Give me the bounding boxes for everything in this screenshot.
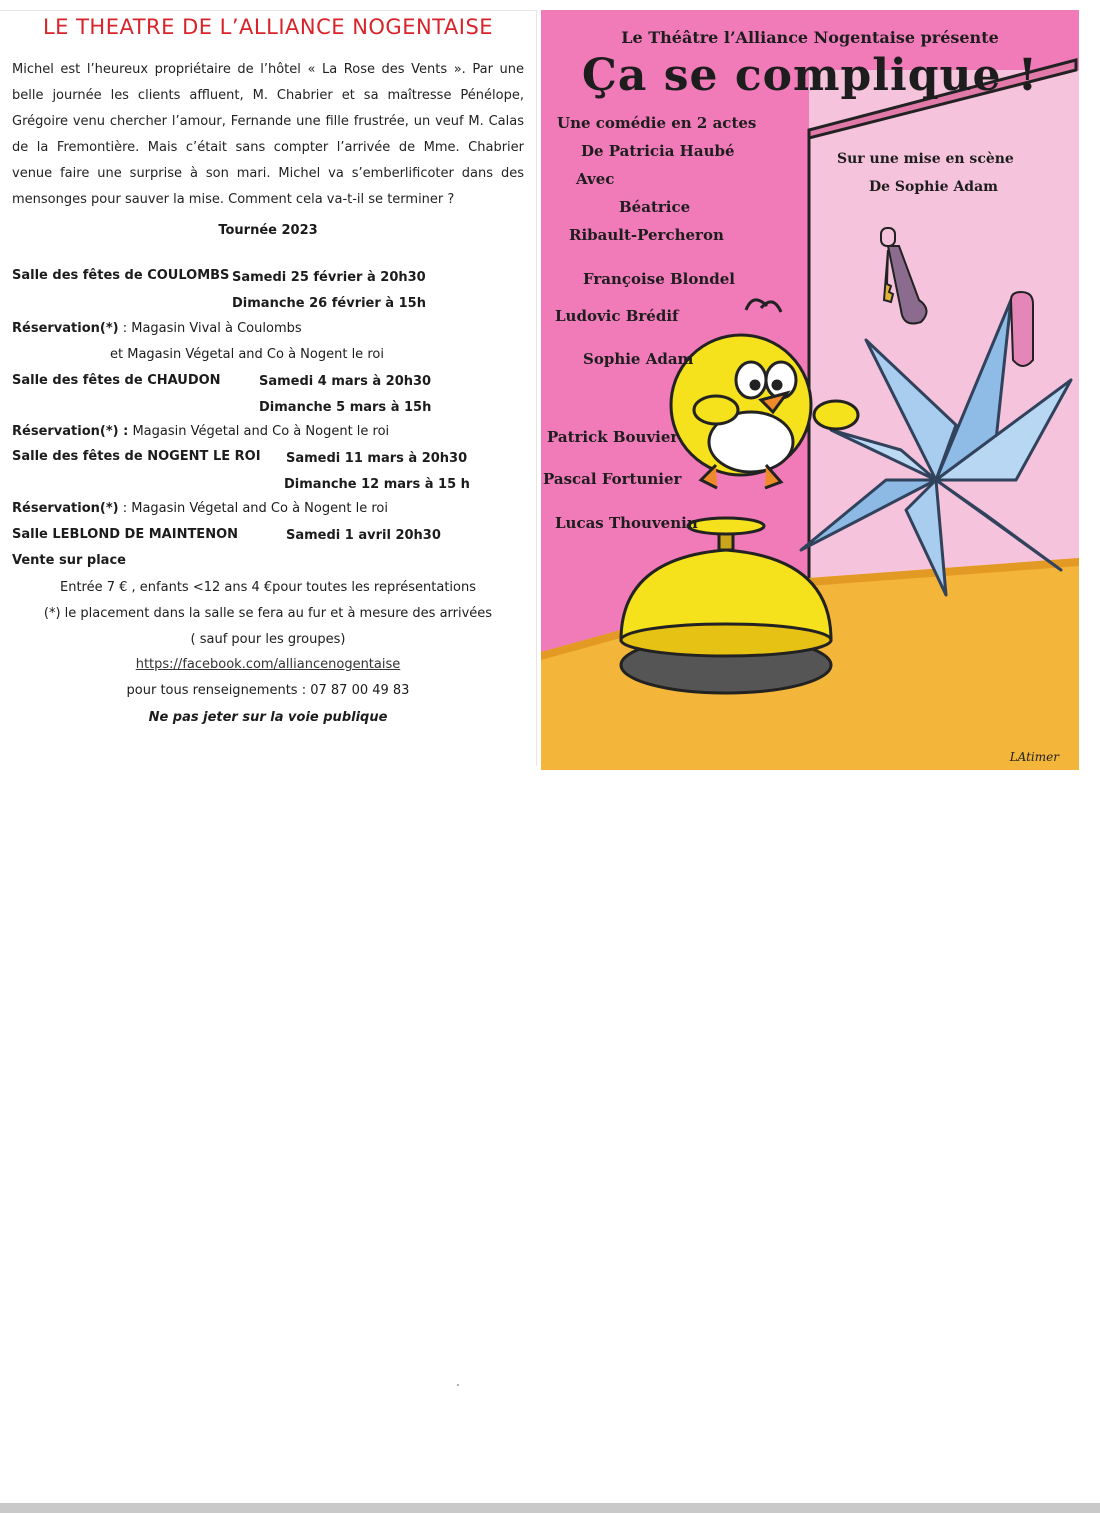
prices-text: Entrée 7 € , enfants <12 ans 4 €pour toutes les représentations [59,580,477,595]
on-site-sales: Vente sur place [12,553,126,568]
date-nogent-2: Dimanche 12 mars à 15 h [284,477,470,492]
synopsis-text: Michel est l’heureux propriétaire de l’hôtel « La Rose des Vents ». Par une belle journée les clients affluent, M. Chabrier et sa maîtresse Pénélope, Grégoire venu chercher l’amour, Fernande une fille frustrée, un veuf M. Calas de la Fremontière. Mais c’était sans compter l’arrivée de Mme. Chabrier venue faire une surprise à son mari. Michel va s’emberlificoter dans des mensonges pour sauver la mise. Comment cela va-t-il se terminer ? [12,62,524,207]
door-hanger-icon [1011,292,1033,366]
cast-member: Pascal Fortunier [543,470,682,488]
reservation-label: Réservation(*) : [12,424,129,439]
poster-staging-1: Sur une mise en scène [837,151,1014,167]
date-chaudon-1: Samedi 4 mars à 20h30 [259,374,432,389]
cast-member: Sophie Adam [583,350,694,368]
date-maintenon: Samedi 1 avril 20h30 [286,528,441,543]
scan-speck [457,1384,459,1386]
artist-signature: LAtimer [1009,750,1059,764]
poster-avec: Avec [576,170,615,188]
poster [541,10,1079,770]
reservation-nogent [12,501,388,516]
facebook-link[interactable]: https://facebook.com/alliancenogentaise [135,657,401,672]
date-coulombs-2: Dimanche 26 février à 15h [232,296,426,311]
page-title: LE THEATRE DE L’ALLIANCE NOGENTAISE [42,15,494,39]
reservation-coulombs [12,321,302,336]
bell-icon [621,518,831,693]
cast-member: Françoise Blondel [583,270,735,288]
poster-subtitle: Une comédie en 2 actes [557,114,757,132]
groups-note: ( sauf pour les groupes) [190,632,346,647]
cast-member: Lucas Thouvenin [555,514,698,532]
date-coulombs-1: Samedi 25 février à 20h30 [232,270,426,285]
info-panel [0,10,537,766]
facebook-link-row [0,657,536,672]
venue-nogent: Salle des fêtes de NOGENT LE ROI [12,449,261,464]
chick-icon [671,300,858,488]
reservation-label: Réservation(*) [12,321,119,336]
footer-note: Ne pas jeter sur la voie publique [148,710,388,725]
venue-coulombs: Salle des fêtes de COULOMBS [12,268,230,283]
poster-presents: Le Théâtre l’Alliance Nogentaise présente [621,28,999,47]
hotel-key-icon [881,228,927,324]
venue-maintenon: Salle LEBLOND DE MAINTENON [12,527,239,542]
scan-edge [0,1503,1100,1513]
reservation-label: Réservation(*) [12,501,119,516]
reservation-text: Magasin Végetal and Co à Nogent le roi [132,424,390,439]
poster-staging-2: De Sophie Adam [869,179,998,195]
cast-member: Ribault-Percheron [569,226,724,244]
reservation-text: : Magasin Vival à Coulombs [122,321,302,336]
phone-info: pour tous renseignements : 07 87 00 49 83 [126,683,410,698]
placement-note: (*) le placement dans la salle se fera au fur et à mesure des arrivées [43,606,493,621]
cast-member: Patrick Bouvier [547,428,679,446]
reservation-chaudon [12,424,389,439]
date-chaudon-2: Dimanche 5 mars à 15h [259,400,432,415]
tour-title: Tournée 2023 [218,223,318,238]
poster-title: Ça se complique ! [581,50,1039,101]
reservation-coulombs-2: et Magasin Végetal and Co à Nogent le roi [110,347,384,362]
reservation-text: : Magasin Végetal and Co à Nogent le roi [122,501,388,516]
cast-member: Béatrice [619,198,691,216]
poster-author: De Patricia Haubé [581,142,735,160]
venue-chaudon: Salle des fêtes de CHAUDON [12,373,221,388]
cast-member: Ludovic Brédif [555,307,679,325]
date-nogent-1: Samedi 11 mars à 20h30 [286,451,468,466]
